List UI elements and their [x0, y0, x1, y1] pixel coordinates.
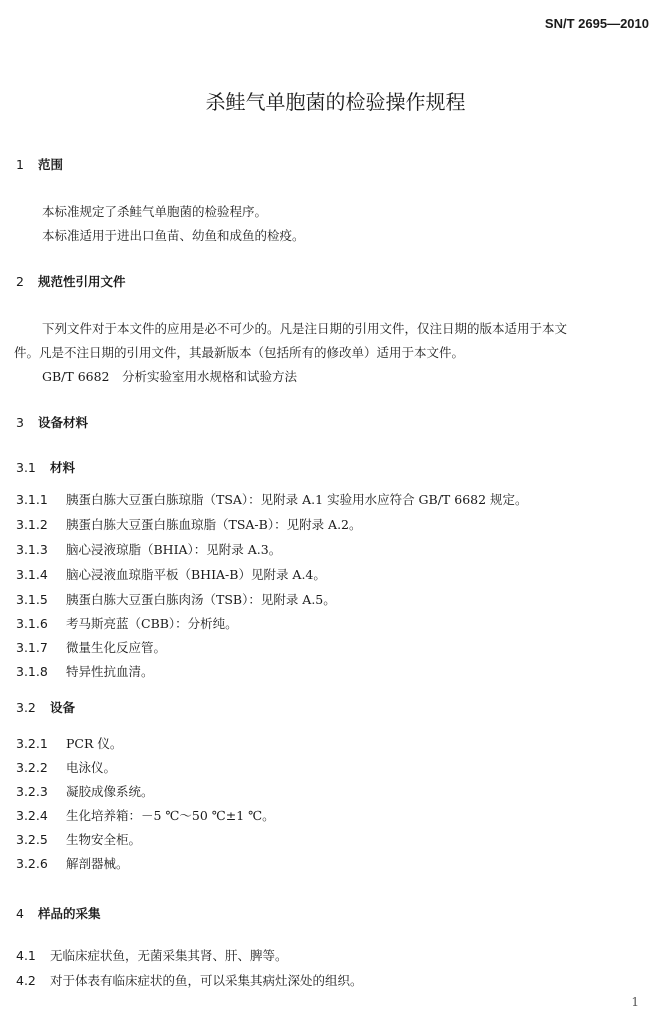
- section-3-1-heading: [16, 458, 75, 476]
- item-number: 3.1.6: [16, 616, 48, 631]
- section-3-heading: [16, 413, 88, 431]
- item-text: 凝胶成像系统。: [66, 784, 154, 799]
- page-number: 1: [631, 995, 639, 1009]
- page-title: 杀鲑气单胞菌的检验操作规程: [205, 90, 466, 114]
- item-number: 3.1.8: [16, 664, 48, 679]
- item-text: 胰蛋白胨大豆蛋白胨血琼脂（TSA-B）：见附录 A.2。: [66, 517, 362, 532]
- section-title: 范围: [38, 157, 64, 172]
- section-number: 3.2: [16, 700, 36, 715]
- paragraph: 本标准适用于进出口鱼苗、幼鱼和成鱼的检疫。: [42, 228, 305, 243]
- list-item: [16, 830, 141, 848]
- section-4-heading: [16, 904, 101, 922]
- section-number: 1: [16, 157, 24, 172]
- list-item: [16, 490, 528, 508]
- paragraph-line: 件。凡是不注日期的引用文件，其最新版本（包括所有的修改单）适用于本文件。: [14, 345, 465, 360]
- list-item: [16, 565, 326, 583]
- section-3-2-heading: [16, 698, 75, 716]
- paragraph: 本标准规定了杀鲑气单胞菌的检验程序。: [42, 204, 268, 219]
- item-number: 3.2.2: [16, 760, 48, 775]
- section-title: 规范性引用文件: [38, 274, 126, 289]
- item-text: 脑心浸液血琼脂平板（BHIA-B）见附录 A.4。: [66, 567, 326, 582]
- item-number: 3.2.3: [16, 784, 48, 799]
- item-number: 3.1.3: [16, 542, 48, 557]
- item-text: 无临床症状鱼，无菌采集其肾、肝、脾等。: [50, 948, 288, 963]
- standard-number: SN/T 2695—2010: [544, 16, 649, 31]
- list-item: [16, 540, 281, 558]
- item-number: 3.2.5: [16, 832, 48, 847]
- item-text: 微量生化反应管。: [66, 640, 167, 655]
- item-text: 脑心浸液琼脂（BHIA）：见附录 A.3。: [66, 542, 282, 557]
- reference-item: GB/T 6682 分析实验室用水规格和试验方法: [42, 369, 298, 384]
- item-number: 4.1: [16, 948, 36, 963]
- list-item: [16, 515, 362, 533]
- item-text: 生物安全柜。: [66, 832, 142, 847]
- list-item: [16, 758, 116, 776]
- section-number: 2: [16, 274, 24, 289]
- item-text: 电泳仪。: [66, 760, 117, 775]
- section-number: 3.1: [16, 460, 36, 475]
- list-item: [16, 734, 122, 752]
- section-1-heading: [16, 155, 63, 173]
- item-number: 3.1.4: [16, 567, 48, 582]
- item-number: 3.1.7: [16, 640, 48, 655]
- section-number: 4: [16, 906, 24, 921]
- list-item: [16, 971, 363, 989]
- list-item: [16, 946, 288, 964]
- section-title: 材料: [50, 460, 76, 475]
- list-item: [16, 614, 238, 632]
- item-number: 3.1.2: [16, 517, 48, 532]
- item-number: 4.2: [16, 973, 36, 988]
- item-text: 胰蛋白胨大豆蛋白胨肉汤（TSB）：见附录 A.5。: [66, 592, 336, 607]
- section-title: 设备: [50, 700, 76, 715]
- item-number: 3.1.5: [16, 592, 48, 607]
- item-text: PCR 仪。: [66, 736, 123, 751]
- list-item: [16, 590, 336, 608]
- item-text: 考马斯亮蓝（CBB）：分析纯。: [66, 616, 238, 631]
- item-text: 特异性抗血清。: [66, 664, 154, 679]
- item-number: 3.2.1: [16, 736, 48, 751]
- section-title: 样品的采集: [38, 906, 101, 921]
- list-item: [16, 854, 129, 872]
- item-text: 解剖器械。: [66, 856, 129, 871]
- section-2-heading: [16, 272, 126, 290]
- item-text: 生化培养箱：－5 ℃～50 ℃±1 ℃。: [66, 808, 275, 823]
- item-text: 对于体表有临床症状的鱼，可以采集其病灶深处的组织。: [50, 973, 363, 988]
- item-number: 3.2.6: [16, 856, 48, 871]
- list-item: [16, 662, 154, 680]
- list-item: [16, 806, 275, 824]
- item-number: 3.1.1: [16, 492, 48, 507]
- section-number: 3: [16, 415, 24, 430]
- list-item: [16, 638, 166, 656]
- item-number: 3.2.4: [16, 808, 48, 823]
- paragraph-line: 下列文件对于本文件的应用是必不可少的。凡是注日期的引用文件，仅注日期的版本适用于本文: [42, 321, 568, 336]
- item-text: 胰蛋白胨大豆蛋白胨琼脂（TSA）：见附录 A.1 实验用水应符合 GB/T 6682 规定。: [66, 492, 528, 507]
- section-title: 设备材料: [38, 415, 89, 430]
- list-item: [16, 782, 154, 800]
